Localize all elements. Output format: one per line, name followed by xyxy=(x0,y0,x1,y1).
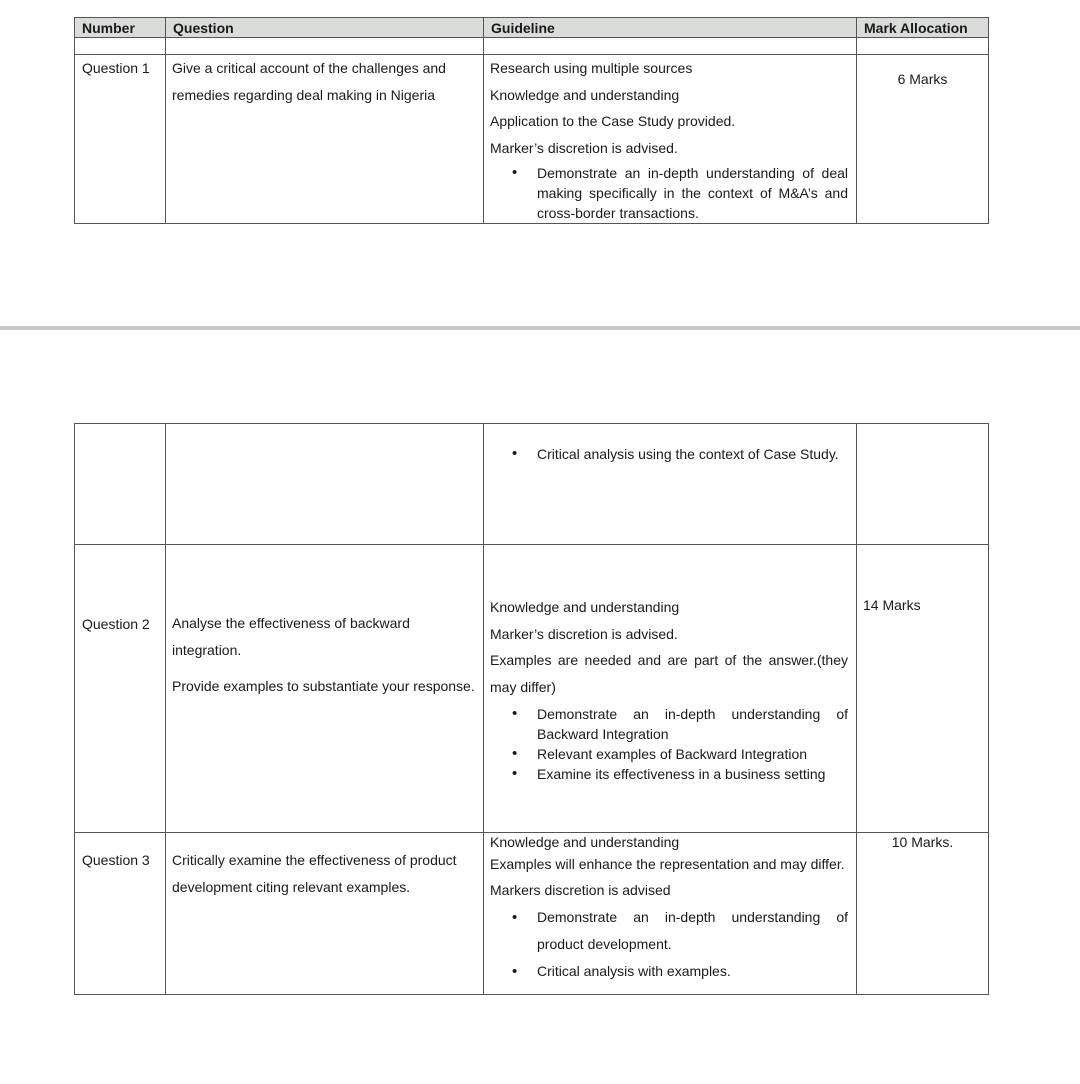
guideline-line: Knowledge and understanding xyxy=(490,599,680,615)
list-item: • Demonstrate an in-depth understanding of Backward Integration xyxy=(512,704,848,744)
question-2-number: Question 2 xyxy=(75,545,166,833)
question-1-guideline-continued xyxy=(484,424,857,545)
page-divider xyxy=(0,326,1080,330)
header-mark-allocation: Mark Allocation xyxy=(857,18,989,38)
guideline-line: Knowledge and understanding xyxy=(490,834,680,850)
question-2-marks: 14 Marks xyxy=(857,545,989,833)
table-row-question-3 xyxy=(75,833,989,995)
header-question: Question xyxy=(166,18,484,38)
question-2-line: Provide examples to substantiate your response. xyxy=(172,678,475,694)
list-item: • Demonstrate an in-depth understanding of deal making specifically in the context of M&A’s and cross-border transactions. xyxy=(512,163,848,223)
guideline-bullet-list xyxy=(512,904,848,985)
header-guideline: Guideline xyxy=(484,18,857,38)
question-1-marks: 6 Marks xyxy=(857,55,989,224)
question-3-guideline xyxy=(484,833,857,995)
question-1-text: Give a critical account of the challenges and remedies regarding deal making in Nigeria xyxy=(166,55,484,224)
guideline-bullet-list xyxy=(512,704,848,784)
guideline-line: Research using multiple sources xyxy=(490,60,693,76)
guideline-line: Examples will enhance the representation and may differ. xyxy=(490,856,845,872)
question-1-guideline xyxy=(484,55,857,224)
question-2-line: Analyse the effectiveness of backward integration. xyxy=(172,615,410,658)
guideline-line: Marker’s discretion is advised. xyxy=(490,139,678,156)
table-row-question-1 xyxy=(75,55,989,224)
guideline-line: Knowledge and understanding xyxy=(490,86,680,103)
list-item: • Critical analysis using the context of Case Study. xyxy=(512,444,848,464)
header-number: Number xyxy=(75,18,166,38)
table-row-question-2 xyxy=(75,545,989,833)
spacer-row xyxy=(75,38,989,55)
list-item: • Relevant examples of Backward Integration xyxy=(512,744,848,764)
guideline-line: Application to the Case Study provided. xyxy=(490,113,736,129)
list-item: • Examine its effectiveness in a business setting xyxy=(512,764,848,784)
question-3-text: Critically examine the effectiveness of product development citing relevant examples. xyxy=(166,833,484,995)
marking-guide-table-bottom xyxy=(74,423,989,995)
list-item: • Demonstrate an in-depth understanding of product development. xyxy=(512,904,848,958)
question-2-text xyxy=(166,545,484,833)
table-row-question-1-continued xyxy=(75,424,989,545)
guideline-line: Marker’s discretion is advised. xyxy=(490,625,678,642)
question-3-number: Question 3 xyxy=(75,833,166,995)
guideline-line: Examples are needed and are part of the answer.(they may differ) xyxy=(490,652,848,695)
marking-guide-table-top xyxy=(74,17,989,224)
guideline-bullet-list xyxy=(512,444,848,464)
header-row xyxy=(75,18,989,38)
guideline-bullet-list xyxy=(512,163,848,223)
question-1-number: Question 1 xyxy=(75,55,166,224)
question-3-marks: 10 Marks. xyxy=(857,833,989,995)
question-2-guideline xyxy=(484,545,857,833)
list-item: • Critical analysis with examples. xyxy=(512,958,848,985)
guideline-line: Markers discretion is advised xyxy=(490,882,671,898)
